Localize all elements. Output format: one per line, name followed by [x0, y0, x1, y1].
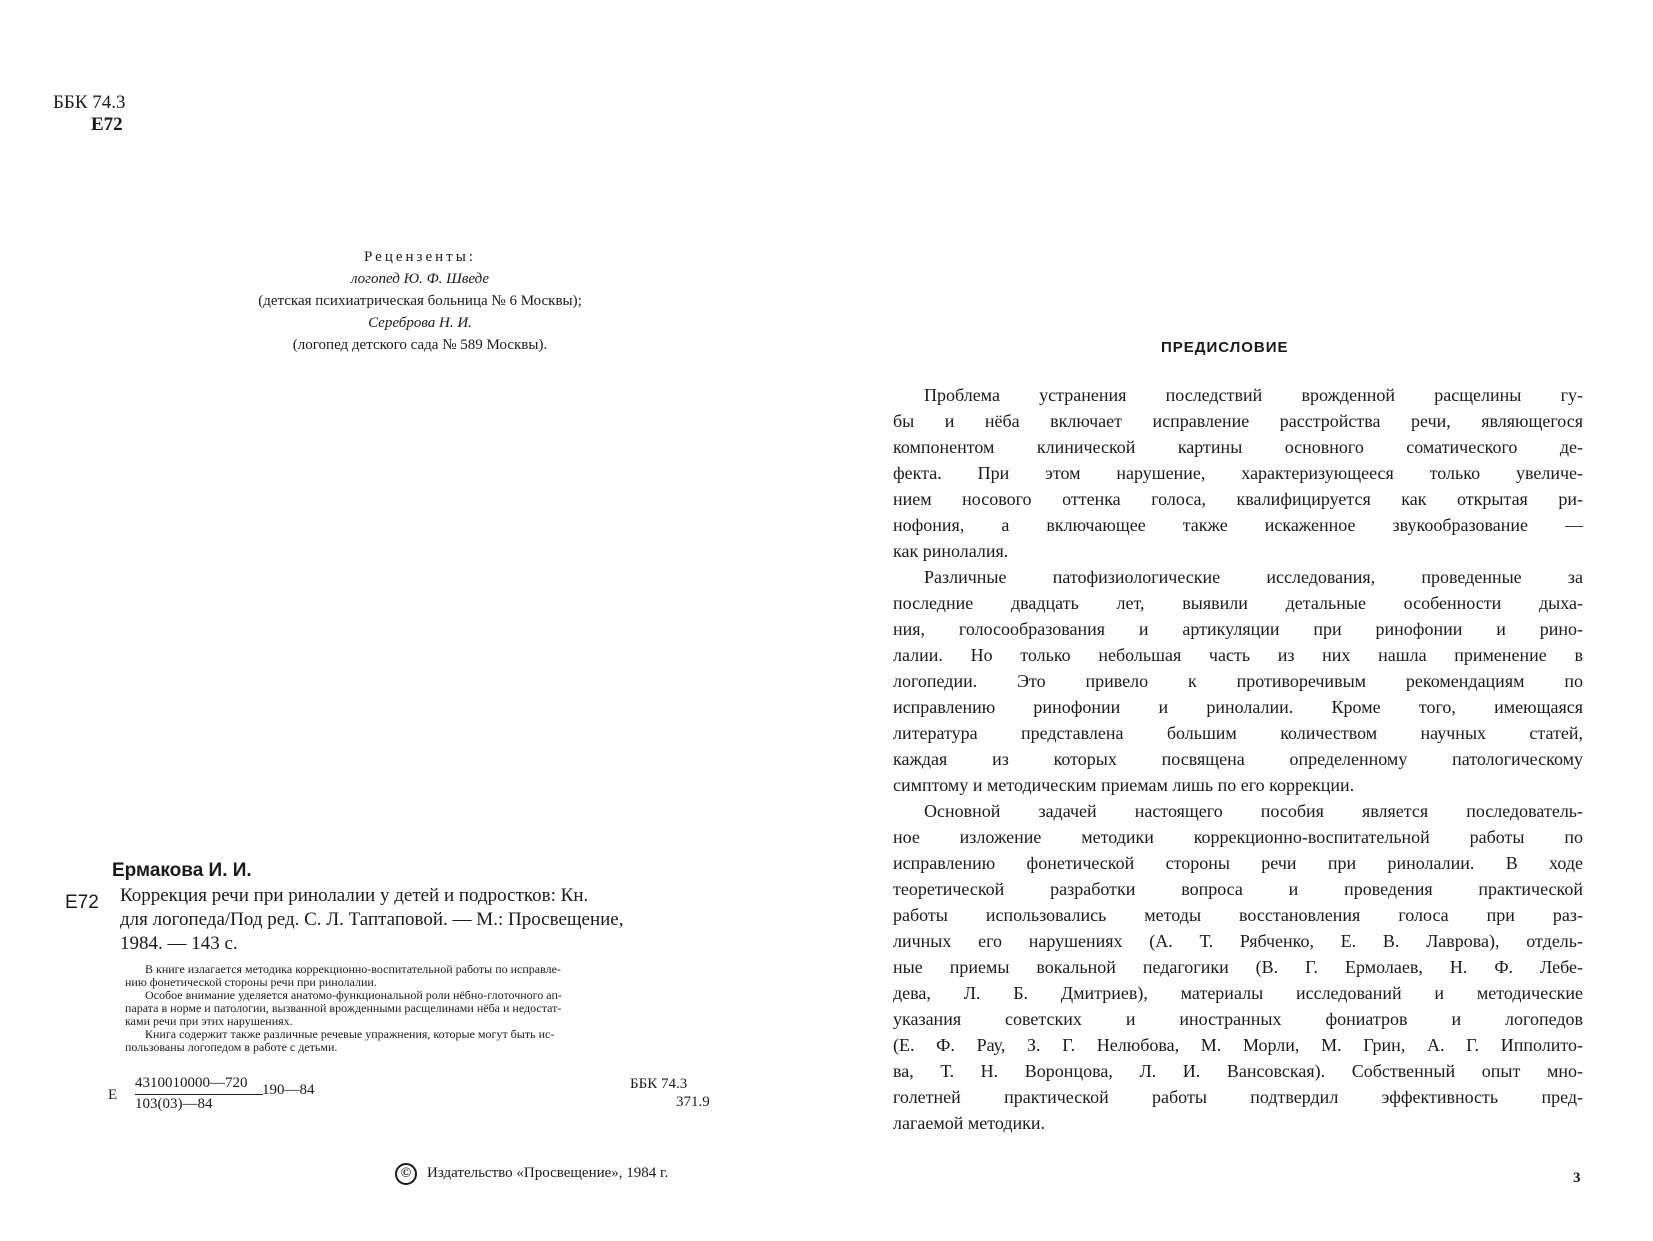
text-line: литература представлена большим количеством научных статей,	[893, 723, 1583, 743]
text-line: Различные патофизиологические исследования, проведенные за	[924, 567, 1583, 587]
text-line: Основной задачей настоящего пособия является последователь-	[924, 801, 1583, 821]
text-line: личных его нарушениях (А. Т. Рябченко, Е. В. Лаврова), отдель-	[893, 931, 1583, 951]
text-line: компонентом клинической картины основного соматического де-	[893, 437, 1583, 457]
bbk-classification	[53, 92, 126, 136]
copyright-icon: ©	[395, 1163, 417, 1185]
text-line: нофония, а включающее также искаженное звукообразование —	[893, 515, 1583, 535]
annotation-line: Особое внимание уделяется анатомо-функциональной роли нёбно-глоточного ап-	[145, 988, 562, 1002]
text-line: симптому и методическим приемам лишь по его коррекции.	[893, 775, 1355, 795]
annotation-line: ками речи при этих нарушениях.	[125, 1014, 293, 1028]
reviewer-1-name: логопед Ю. Ф. Шведе	[350, 271, 490, 287]
annotation-line: парата в норме и патологии, вызванной врожденными расщелинами нёба и недостат-	[125, 1001, 562, 1015]
text-line: указания советских и иностранных фониатров и логопедов	[893, 1009, 1583, 1029]
text-line: лагаемой методики.	[893, 1113, 1046, 1133]
text-line: теоретической разработки вопроса и проведения практической	[893, 879, 1583, 899]
bbk-bottom-code: ББК 74.3	[630, 1076, 688, 1092]
copyright-text: Издательство «Просвещение», 1984 г.	[427, 1165, 669, 1181]
code-letter: Е	[108, 1087, 118, 1103]
catalog-index: Е72	[65, 892, 99, 913]
code-numerator: 4310010000—720	[135, 1075, 248, 1091]
bbk-index: Е72	[91, 114, 123, 135]
text-line: последние двадцать лет, выявили детальные особенности дыха-	[893, 593, 1583, 613]
annotation-line: Книга содержит также различные речевые упражнения, которые могут быть ис-	[145, 1027, 555, 1041]
bbk-bottom	[630, 1075, 710, 1111]
text-line: работы использовались методы восстановления голоса при раз-	[893, 905, 1583, 925]
text-line: каждая из которых посвящена определенному патологическому	[893, 749, 1583, 769]
paragraph-2	[893, 564, 1583, 798]
code-denominator: 103(03)—84	[135, 1096, 213, 1112]
code-middle: 190—84	[262, 1082, 315, 1098]
text-line: исправлению ринофонии и ринолалии. Кроме того, имеющаяся	[893, 697, 1583, 717]
text-line: ное изложение методики коррекционно-воспитательной работы по	[893, 827, 1583, 847]
paragraph-3	[893, 798, 1583, 1136]
reviewers-block	[170, 246, 670, 356]
reviewer-2-affiliation: (логопед детского сада № 589 Москвы).	[292, 337, 548, 353]
text-line: нием носового оттенка голоса, квалифицируется как открытая ри-	[893, 489, 1583, 509]
annotation-line: пользованы логопедом в работе с детьми.	[125, 1040, 338, 1054]
text-line: бы и нёба включает исправление расстройства речи, являющегося	[893, 411, 1583, 431]
text-line: (Е. Ф. Рау, З. Г. Нелюбова, М. Морли, М. Грин, А. Г. Ипполито-	[893, 1035, 1583, 1055]
fraction-line	[135, 1094, 263, 1095]
reviewer-1-affiliation: (детская психиатрическая больница № 6 Москвы);	[258, 293, 582, 309]
copyright-line	[395, 1163, 668, 1185]
text-line: ния, голосообразования и артикуляции при ринофонии и рино-	[893, 619, 1583, 639]
bibliographic-entry	[120, 884, 760, 956]
reviewer-2-name: Сереброва Н. И.	[368, 315, 472, 331]
annotation-line: В книге излагается методика коррекционно-воспитательной работы по исправле-	[145, 962, 561, 976]
text-line: как ринолалия.	[893, 541, 1009, 561]
biblio-line: Коррекция речи при ринолалии у детей и подростков: Кн.	[120, 885, 589, 906]
author-name: Ермакова И. И.	[112, 860, 252, 881]
left-page	[0, 0, 826, 1241]
text-line: дева, Л. Б. Дмитриев), материалы исследований и методические	[893, 983, 1583, 1003]
text-line: голетней практической работы подтвердил эффективность пред-	[893, 1087, 1583, 1107]
bbk-bottom-sub: 371.9	[676, 1094, 710, 1110]
text-line: лалии. Но только небольшая часть из них нашла применение в	[893, 645, 1583, 665]
preface-text	[893, 382, 1583, 1136]
page-number: 3	[1573, 1170, 1581, 1186]
paragraph-1	[893, 382, 1583, 564]
text-line: ва, Т. Н. Воронцова, Л. И. Вансовская). Собственный опыт мно-	[893, 1061, 1583, 1081]
annotation	[125, 963, 765, 1054]
reviewers-title: Рецензенты:	[364, 249, 476, 265]
text-line: фекта. При этом нарушение, характеризующееся только увеличе-	[893, 463, 1583, 483]
text-line: исправлению фонетической стороны речи при ринолалии. В ходе	[893, 853, 1583, 873]
biblio-line: 1984. — 143 с.	[120, 933, 238, 954]
section-title: ПРЕДИСЛОВИЕ	[1161, 339, 1289, 356]
bbk-code: ББК 74.3	[53, 92, 126, 113]
text-line: Проблема устранения последствий врожденной расщелины гу-	[924, 385, 1583, 405]
text-line: логопедии. Это привело к противоречивым рекомендациям по	[893, 671, 1583, 691]
text-line: ные приемы вокальной педагогики (В. Г. Ермолаев, Н. Ф. Лебе-	[893, 957, 1583, 977]
right-page	[826, 0, 1653, 1241]
annotation-line: нию фонетической стороны речи при ринолалии.	[125, 975, 377, 989]
biblio-line: для логопеда/Под ред. С. Л. Таптаповой. — М.: Просвещение,	[120, 909, 624, 930]
